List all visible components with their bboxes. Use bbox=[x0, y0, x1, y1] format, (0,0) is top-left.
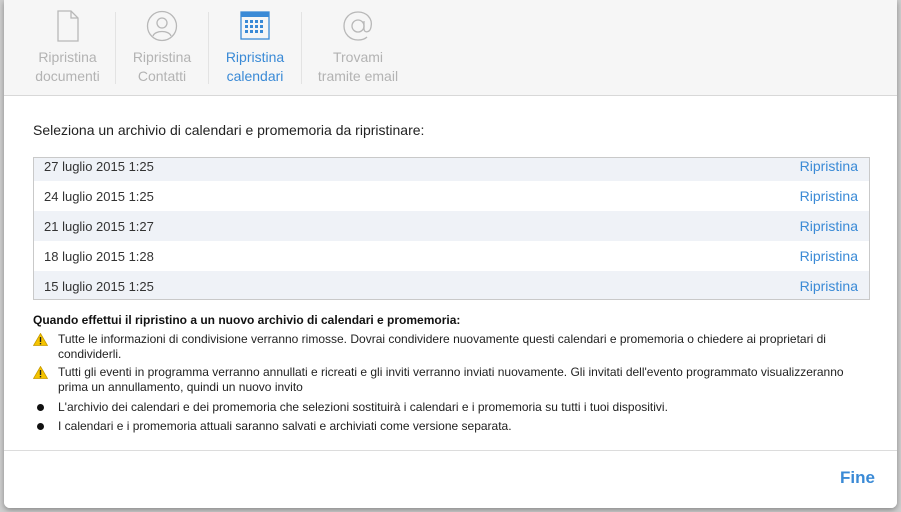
info-text: Tutte le informazioni di condivisione verranno rimosse. Dovrai condividere nuovamente questi calendari e promemoria o chiedere ai proprietari di condividerli. bbox=[58, 332, 826, 361]
archive-date: 18 luglio 2015 1:28 bbox=[44, 249, 154, 264]
info-title: Quando effettui il ripristino a un nuovo archivio di calendari e promemoria: bbox=[33, 313, 461, 327]
page-title: Seleziona un archivio di calendari e promemoria da ripristinare: bbox=[33, 122, 425, 138]
archive-list[interactable] bbox=[33, 157, 870, 300]
calendar-icon bbox=[240, 10, 270, 40]
tab-restore-calendars[interactable] bbox=[209, 0, 301, 95]
info-text: Tutti gli eventi in programma verranno annullati e ricreati e gli inviti verranno inviati nuovamente. Gli invitati dell'evento programmato visualizzeranno prima un annullamento, quindi un nuovo invito bbox=[58, 365, 844, 394]
tab-label: Ripristina bbox=[225, 49, 285, 65]
tab-find-by-email[interactable] bbox=[302, 0, 414, 95]
done-button[interactable]: Fine bbox=[840, 468, 875, 487]
dialog-footer bbox=[4, 450, 897, 508]
tab-restore-contacts[interactable] bbox=[116, 0, 208, 95]
restore-link[interactable]: Ripristina bbox=[799, 218, 858, 234]
archive-row[interactable] bbox=[34, 157, 869, 181]
restore-link[interactable]: Ripristina bbox=[799, 248, 858, 264]
tab-label: Contatti bbox=[137, 68, 187, 84]
bullet-icon bbox=[37, 404, 44, 411]
archive-row[interactable] bbox=[34, 181, 869, 211]
tab-label: tramite email bbox=[317, 68, 399, 84]
warning-icon bbox=[33, 366, 48, 379]
info-text: I calendari e i promemoria attuali saranno salvati e archiviati come versione separata. bbox=[58, 419, 512, 433]
info-text: L'archivio dei calendari e dei promemoria che selezioni sostituirà i calendari e i promemoria su tutti i tuoi dispositivi. bbox=[58, 400, 668, 414]
tab-restore-documents[interactable] bbox=[19, 0, 116, 95]
archive-row[interactable] bbox=[34, 271, 869, 300]
tab-label: Trovami bbox=[332, 49, 384, 65]
bullet-icon bbox=[37, 423, 44, 430]
tab-label: calendari bbox=[226, 68, 284, 84]
restore-link[interactable]: Ripristina bbox=[799, 278, 858, 294]
restore-dialog bbox=[4, 0, 897, 508]
tab-label: documenti bbox=[35, 68, 100, 84]
main-content bbox=[4, 96, 897, 450]
document-icon bbox=[56, 10, 80, 42]
archive-date: 21 luglio 2015 1:27 bbox=[44, 219, 154, 234]
archive-row[interactable] bbox=[34, 241, 869, 271]
archive-date: 15 luglio 2015 1:25 bbox=[44, 279, 154, 294]
restore-link[interactable]: Ripristina bbox=[799, 188, 858, 204]
archive-row[interactable] bbox=[34, 211, 869, 241]
tab-label: Ripristina bbox=[132, 49, 192, 65]
archive-date: 27 luglio 2015 1:25 bbox=[44, 159, 154, 174]
restore-link[interactable]: Ripristina bbox=[799, 158, 858, 174]
toolbar bbox=[4, 0, 897, 96]
archive-date: 24 luglio 2015 1:25 bbox=[44, 189, 154, 204]
tab-label: Ripristina bbox=[38, 49, 97, 65]
contacts-icon bbox=[146, 10, 178, 42]
warning-icon bbox=[33, 333, 48, 346]
at-sign-icon bbox=[342, 10, 374, 42]
